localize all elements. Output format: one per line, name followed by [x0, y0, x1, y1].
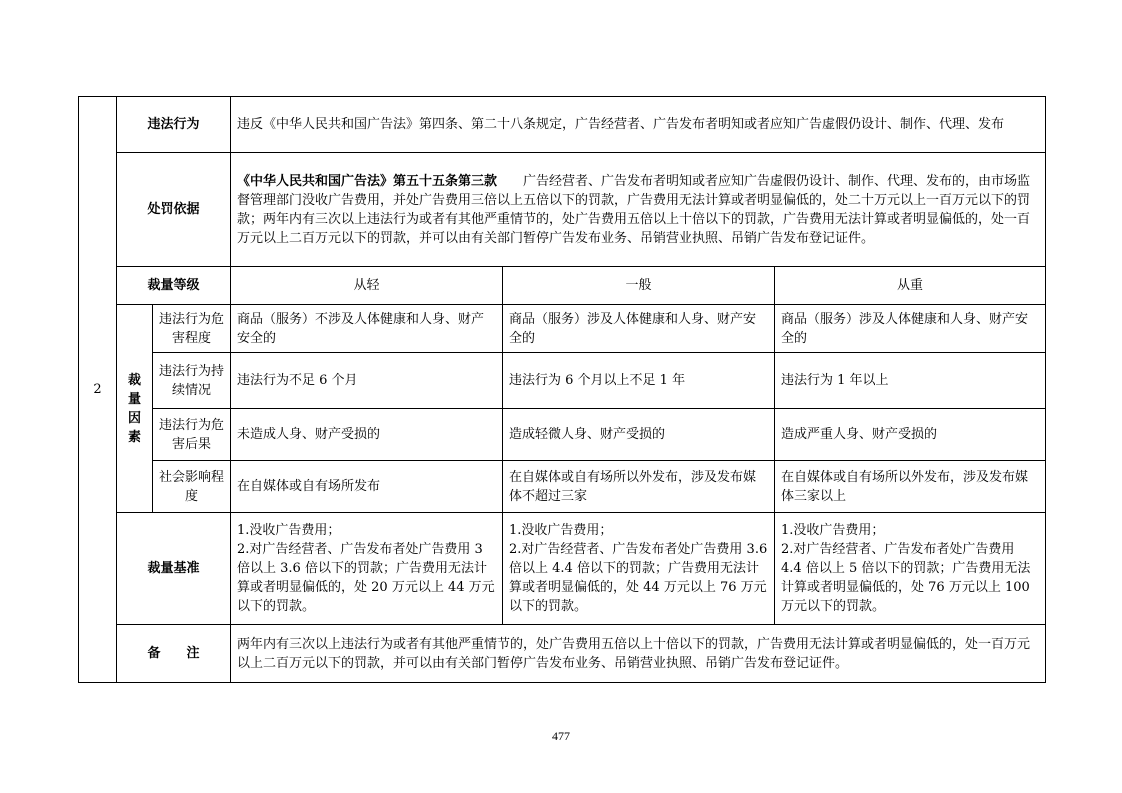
remarks-text: 两年内有三次以上违法行为或者有其他严重情节的，处广告费用五倍以上十倍以下的罚款，广告费用无法计算或者明显偏低的，处一百万元以上二百万元以下的罚款，并可以由有关部门暂停广告发布业务、吊销营业执照、吊销广告发布登记证件。 [231, 625, 1046, 683]
factor-value: 在自媒体或自有场所发布 [231, 461, 503, 513]
factors-label-char: 裁 [127, 372, 141, 388]
factor-value: 在自媒体或自有场所以外发布，涉及发布媒体不超过三家 [503, 461, 775, 513]
standard-cell [775, 513, 1046, 625]
levels-row [79, 267, 1046, 305]
factor-name: 违法行为危害后果 [153, 409, 231, 461]
factor-value: 商品（服务）涉及人体健康和人身、财产安全的 [503, 305, 775, 353]
factor-value: 造成轻微人身、财产受损的 [503, 409, 775, 461]
remarks-label: 备 注 [117, 625, 231, 683]
level-severe: 从重 [775, 267, 1046, 305]
penalty-standard-table [78, 96, 1046, 683]
violation-text: 违反《中华人民共和国广告法》第四条、第二十八条规定，广告经营者、广告发布者明知或者应知广告虚假仍设计、制作、代理、发布 [231, 97, 1046, 153]
standard-cell [503, 513, 775, 625]
factors-label-char: 素 [127, 429, 141, 445]
factor-value: 商品（服务）不涉及人体健康和人身、财产安全的 [231, 305, 503, 353]
penalty-basis-clause: 《中华人民共和国广告法》第五十五条第三款 [237, 173, 498, 189]
row-number: 2 [79, 97, 117, 683]
factor-value: 违法行为 1 年以上 [775, 353, 1046, 409]
factor-row [79, 353, 1046, 409]
violation-row [79, 97, 1046, 153]
factor-value: 未造成人身、财产受损的 [231, 409, 503, 461]
factor-row [79, 409, 1046, 461]
standard-line: 1.没收广告费用； [781, 523, 885, 538]
level-lenient: 从轻 [231, 267, 503, 305]
factor-name: 违法行为危害程度 [153, 305, 231, 353]
standards-label: 裁量基准 [117, 513, 231, 625]
remarks-row [79, 625, 1046, 683]
standard-line: 2.对广告经营者、广告发布者处广告费用 3.6 倍以上 4.4 倍以下的罚款；广告费用无法计算或者明显偏低的，处 44 万元以上 76 万元以下的罚款。 [509, 542, 768, 614]
page-number: 477 [552, 729, 570, 743]
standard-line: 2.对广告经营者、广告发布者处广告费用 3 倍以上 3.6 倍以下的罚款；广告费用无法计算或者明显偏低的，处 20 万元以上 44 万元以下的罚款。 [237, 542, 495, 614]
standards-row [79, 513, 1046, 625]
factor-row [79, 461, 1046, 513]
factors-label-char: 因 [127, 410, 141, 426]
factors-label-char: 量 [127, 391, 141, 407]
standard-line: 1.没收广告费用； [509, 523, 613, 538]
factor-value: 商品（服务）涉及人体健康和人身、财产安全的 [775, 305, 1046, 353]
penalty-basis-label: 处罚依据 [117, 153, 231, 267]
factor-name: 违法行为持续情况 [153, 353, 231, 409]
penalty-basis-row [79, 153, 1046, 267]
levels-label: 裁量等级 [117, 267, 231, 305]
standard-cell [231, 513, 503, 625]
factor-row [79, 305, 1046, 353]
standard-line: 2.对广告经营者、广告发布者处广告费用 4.4 倍以上 5 倍以下的罚款；广告费用无法计算或者明显偏低的，处 76 万元以上 100 万元以下的罚款。 [781, 542, 1031, 614]
factors-label [117, 305, 153, 513]
level-general: 一般 [503, 267, 775, 305]
factor-value: 违法行为不足 6 个月 [231, 353, 503, 409]
factor-value: 造成严重人身、财产受损的 [775, 409, 1046, 461]
penalty-basis-text: 广告经营者、广告发布者明知或者应知广告虚假仍设计、制作、代理、发布的，由市场监督管理部门没收广告费用，并处广告费用三倍以上五倍以下的罚款，广告费用无法计算或者明显偏低的，处二十万元以上一百万元以下的罚款；两年内有三次以上违法行为或者有其他严重情节的，处广告费用五倍以上十倍以下的罚款，广告费用无法计算或者明显偏低的，处一百万元以上二百万元以下的罚款，并可以由有关部门暂停广告发布业务、吊销营业执照、吊销广告发布登记证件。 [237, 173, 1031, 246]
factor-value: 在自媒体或自有场所以外发布，涉及发布媒体三家以上 [775, 461, 1046, 513]
standard-line: 1.没收广告费用； [237, 523, 341, 538]
violation-label: 违法行为 [117, 97, 231, 153]
factor-name: 社会影响程度 [153, 461, 231, 513]
factor-value: 违法行为 6 个月以上不足 1 年 [503, 353, 775, 409]
penalty-basis-cell [231, 153, 1046, 267]
